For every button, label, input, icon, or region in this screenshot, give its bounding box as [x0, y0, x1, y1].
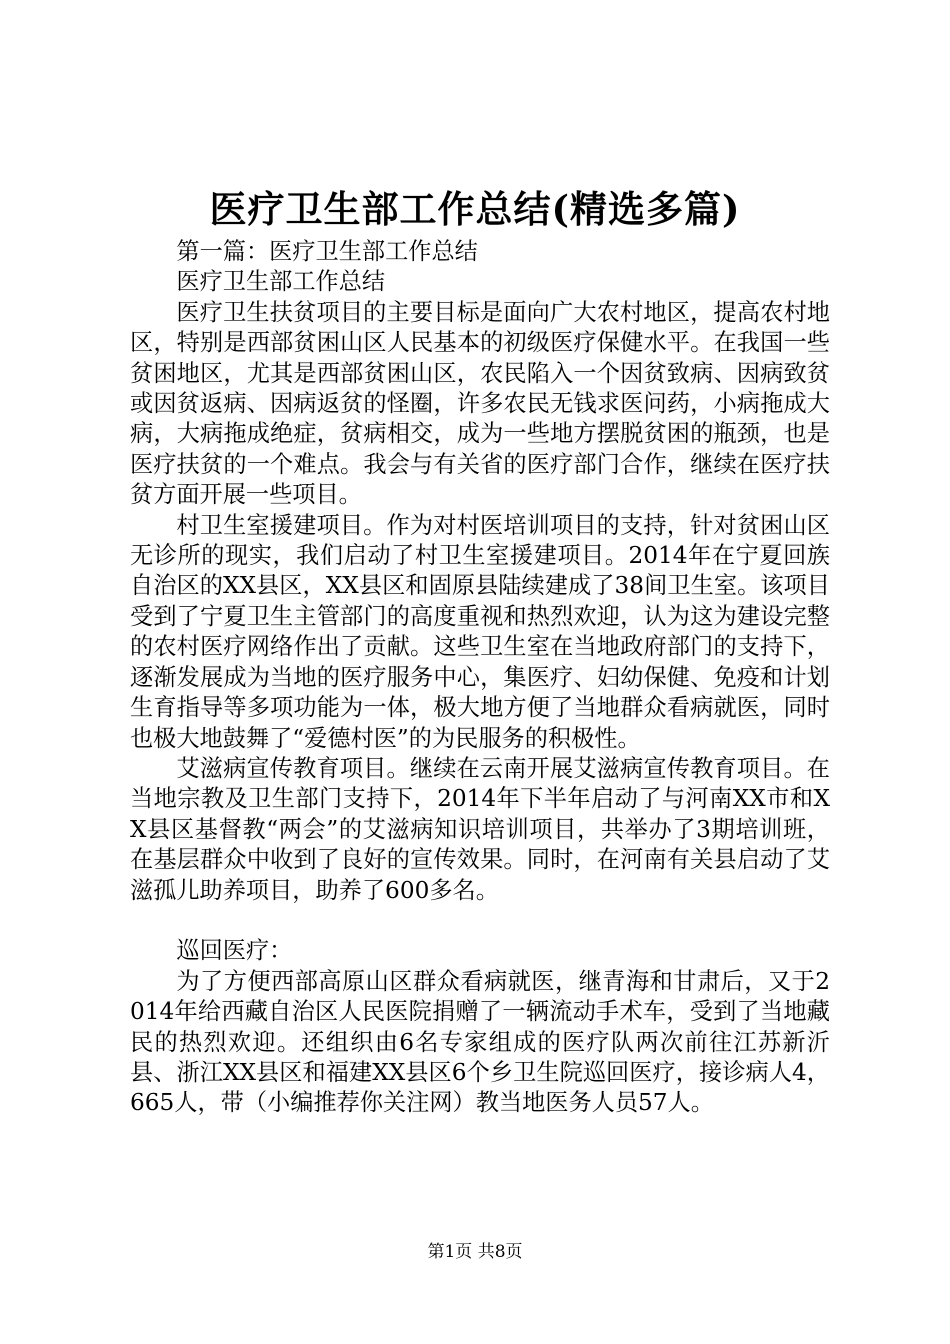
paragraph-clinic-construction: 村卫生室援建项目。作为对村医培训项目的支持，针对贫困山区无诊所的现实，我们启动了村卫生室援建项目。2014年在宁夏回族自治区的XX县区，XX县区和固原县陆续建成了38间卫生室。该项目受到了宁夏卫生主管部门的高度重视和热烈欢迎，认为这为建设完整的农村医疗网络作出了贡献。这些卫生室在当地政府部门的支持下，逐渐发展成为当地的医疗服务中心，集医疗、妇幼保健、免疫和计划生育指导等多项功能为一体，极大地方便了当地群众看病就医，同时也极大地鼓舞了“爱德村医”的为民服务的积极性。 — [130, 511, 830, 752]
tour-heading: 巡回医疗： — [176, 937, 293, 965]
paragraph-mobile-medical: 为了方便西部高原山区群众看病就医，继青海和甘肃后，又于2014年给西藏自治区人民医院捐赠了一辆流动手术车，受到了当地藏民的热烈欢迎。还组织由6名专家组成的医疗队两次前往江苏新沂县、浙江XX县区和福建XX县区6个乡卫生院巡回医疗，接诊病人4，665人，带（小编推荐你关注网）教当地医务人员57人。 — [130, 967, 830, 1117]
paragraph-aids-education: 艾滋病宣传教育项目。继续在云南开展艾滋病宣传教育项目。在当地宗教及卫生部门支持下，2014年下半年启动了与河南XX市和XX县区基督教“两会”的艾滋病知识培训项目，共举办了3期培训班，在基层群众中收到了良好的宣传效果。同时，在河南有关县启动了艾滋孤儿助养项目，助养了600多名。 — [130, 754, 830, 904]
paragraph-gap — [130, 906, 830, 936]
document-body — [130, 237, 830, 1119]
section-heading: 第一篇：医疗卫生部工作总结 — [176, 238, 478, 265]
page-number: 第1页 共8页 — [427, 1242, 523, 1262]
section-subheading: 医疗卫生部工作总结 — [176, 268, 386, 296]
document-title: 医疗卫生部工作总结(精选多篇) — [209, 187, 741, 231]
paragraph-poverty-relief: 医疗卫生扶贫项目的主要目标是面向广大农村地区，提高农村地区，特别是西部贫困山区人民基本的初级医疗保健水平。在我国一些贫困地区，尤其是西部贫困山区，农民陷入一个因贫致病、因病致贫或因贫返病、因病返贫的怪圈，许多农民无钱求医问药，小病拖成大病，大病拖成绝症，贫病相交，成为一些地方摆脱贫困的瓶颈，也是医疗扶贫的一个难点。我会与有关省的医疗部门合作，继续在医疗扶贫方面开展一些项目。 — [130, 298, 830, 509]
